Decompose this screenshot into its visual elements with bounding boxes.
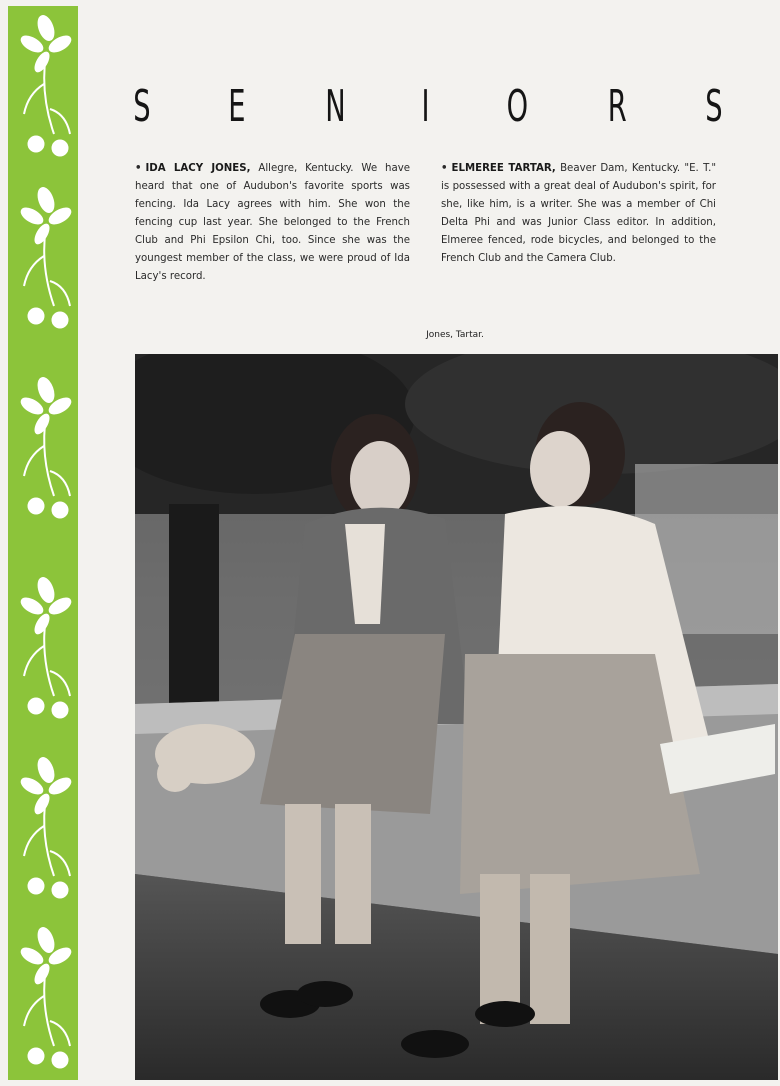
bio-elmeree-tartar bbox=[441, 160, 716, 268]
flower-sprig-icon bbox=[14, 926, 78, 1086]
green-floral-band bbox=[8, 6, 78, 1080]
decorative-border bbox=[0, 0, 86, 1080]
flower-sprig-icon bbox=[14, 186, 78, 346]
portrait-photo bbox=[135, 354, 778, 1080]
student-name: ELMEREE TARTAR, bbox=[451, 163, 556, 174]
bullet: • bbox=[135, 163, 142, 174]
flower-sprig-icon bbox=[14, 756, 78, 916]
bio-text: Allegre, Kentucky. We have heard that one of Audubon's favorite sports was fencing. Ida Lacy agrees with him. She won the fencing cup last year. She belonged to the French Club and Phi Epsilon Chi, too. Since she was the youngest member of the class, we were proud of Ida Lacy's record. bbox=[135, 163, 410, 282]
page-title bbox=[128, 76, 728, 136]
title-letter: N bbox=[325, 80, 346, 132]
bio-text: Beaver Dam, Kentucky. "E. T." is possessed with a great deal of Audubon's spirit, for she, like him, is a writer. She was a member of Chi Delta Phi and was Junior Class editor. In addition, Elmeree fenced, rode bicycles, and belonged to the French Club and the Camera Club. bbox=[441, 163, 717, 264]
title-letter: O bbox=[506, 80, 528, 132]
title-letter: R bbox=[607, 80, 627, 132]
title-letter: E bbox=[228, 80, 246, 132]
title-letter: S bbox=[705, 80, 723, 132]
flower-sprig-icon bbox=[14, 14, 78, 174]
student-name: IDA LACY JONES, bbox=[145, 163, 251, 174]
flower-sprig-icon bbox=[14, 576, 78, 736]
photo-caption: Jones, Tartar. bbox=[426, 330, 484, 340]
bullet: • bbox=[441, 163, 448, 174]
title-letter: S bbox=[133, 80, 151, 132]
photo-illustration bbox=[135, 354, 778, 1080]
flower-sprig-icon bbox=[14, 376, 78, 536]
title-letter: I bbox=[421, 80, 430, 132]
bio-ida-lacy-jones bbox=[135, 160, 410, 286]
